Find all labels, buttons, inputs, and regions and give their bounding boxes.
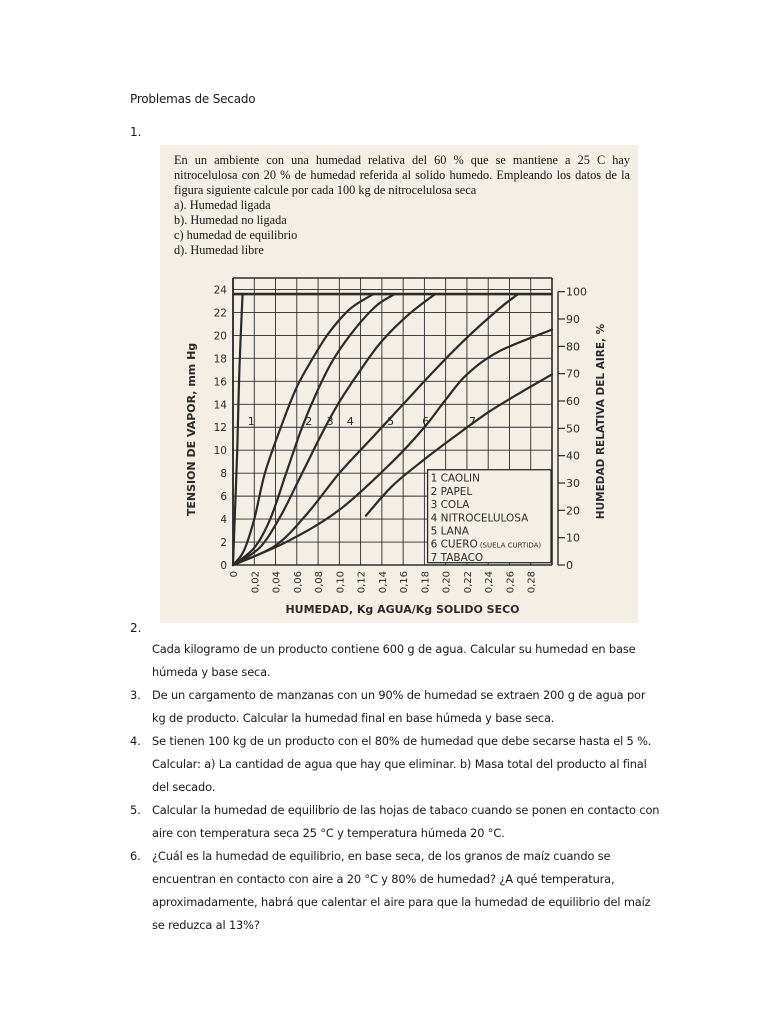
question-3: [130, 684, 662, 730]
curve-number-label: 3: [326, 414, 334, 428]
curve-number-label: 1: [247, 414, 255, 428]
x-tick-label: 0,18: [420, 571, 432, 594]
y-axis-title: TENSION DE VAPOR, mm Hg: [185, 342, 198, 517]
legend-entry: 5 LANA: [430, 525, 469, 538]
y-right-tick-label: 80: [566, 340, 580, 354]
x-tick-label: 0,22: [462, 571, 474, 594]
legend-entry: 3 COLA: [430, 499, 470, 512]
y-right-tick-label: 100: [566, 285, 587, 299]
y-right-tick-label: 20: [566, 504, 580, 518]
y-tick-label: 22: [213, 307, 227, 320]
x-tick-label: 0,20: [441, 571, 453, 594]
y-right-tick-label: 30: [566, 477, 580, 490]
y-right-axis-title: HUMEDAD RELATIVA DEL AIRE, %: [595, 323, 607, 520]
problem-1-number: 1.: [130, 125, 142, 139]
x-tick-label: 0,26: [505, 571, 517, 594]
y-right-tick-label: 0: [566, 559, 573, 572]
x-tick-label: 0,08: [314, 571, 326, 594]
isotherm-curve-1: [233, 294, 243, 565]
y-tick-label: 8: [220, 468, 227, 481]
curve-number-label: 7: [469, 414, 477, 428]
question-text: Cada kilogramo de un producto contiene 600 g de agua. Calcular su humedad en base húmeda y base seca.: [152, 642, 636, 679]
y-tick-label: 6: [220, 491, 227, 504]
problem-1-item-d: d). Humedad libre: [174, 243, 264, 257]
x-axis-title: HUMEDAD, Kg AGUA/Kg SOLIDO SECO: [285, 603, 520, 616]
x-tick-label: 0,06: [292, 571, 304, 594]
question-6: [130, 845, 662, 937]
y-right-tick-label: 50: [566, 422, 580, 436]
x-tick-label: 0,10: [335, 571, 347, 594]
question-text: ¿Cuál es la humedad de equilibrio, en base seca, de los granos de maíz cuando se encuentran en contacto con aire a 20 °C y 80% de humedad? ¿A qué temperatura, aproximadamente, habrá que calentar el aire para que la humedad de equilibrio del maíz se reduzca al 13%?: [152, 849, 651, 932]
curve-number-label: 5: [387, 414, 395, 428]
question-text: Se tienen 100 kg de un producto con el 80% de humedad que debe secarse hasta el 5 %. Calcular: a) La cantidad de agua que hay que eliminar. b) Masa total del producto al final del secado.: [152, 734, 652, 794]
y-tick-label: 20: [213, 330, 227, 343]
question-list: [130, 638, 662, 937]
x-tick-label: 0,16: [399, 571, 411, 594]
y-right-tick-label: 60: [566, 395, 580, 408]
scanned-problem-image: [160, 145, 638, 623]
legend-entry: 1 CAOLIN: [430, 472, 481, 485]
y-right-tick-label: 90: [566, 313, 580, 326]
sorption-isotherm-chart: [160, 263, 638, 623]
x-tick-label: 0,04: [271, 571, 283, 594]
question-number: 4.: [130, 734, 141, 748]
question-number: 6.: [130, 849, 141, 863]
problem-1-item-c: c) humedad de equilibrio: [174, 228, 298, 242]
isotherm-curve-3: [233, 294, 395, 565]
question-text: De un cargamento de manzanas con un 90% de humedad se extraen 200 g de agua por kg de producto. Calcular la humedad final en base húmeda y base seca.: [152, 688, 646, 725]
y-right-tick-label: 40: [566, 449, 580, 463]
x-tick-label: 0,14: [377, 571, 389, 594]
y-right-tick-label: 10: [566, 531, 580, 545]
question-4: [130, 730, 662, 799]
y-tick-label: 14: [213, 399, 227, 412]
problem-1-item-b: b). Humedad no ligada: [174, 213, 287, 227]
document-title: Problemas de Secado: [130, 92, 256, 106]
isotherm-curve-4: [233, 294, 435, 565]
y-tick-label: 12: [213, 422, 227, 435]
y-tick-label: 18: [213, 353, 227, 366]
x-tick-label: 0,28: [526, 571, 538, 594]
problem-2-number: 2.: [130, 621, 142, 635]
y-tick-label: 10: [213, 445, 227, 458]
x-tick-label: 0,12: [356, 571, 368, 594]
question-2: [130, 638, 662, 684]
y-tick-label: 16: [213, 376, 227, 389]
question-number: 3.: [130, 688, 141, 702]
x-tick-label: 0: [229, 571, 240, 578]
legend-entry: 7 TABACO: [430, 551, 484, 564]
x-tick-label: 0,02: [250, 571, 262, 594]
y-tick-label: 2: [220, 537, 227, 550]
legend-entry: 6 CUERO (SUELA CURTIDA): [430, 538, 542, 551]
legend-entry: 2 PAPEL: [430, 485, 473, 498]
y-right-tick-label: 70: [566, 367, 580, 381]
problem-1-item-a: a). Humedad ligada: [174, 198, 271, 212]
question-text: Calcular la humedad de equilibrio de las hojas de tabaco cuando se ponen en contacto con aire con temperatura seca 25 °C y temperatura húmeda 20 °C.: [152, 803, 660, 840]
legend-entry: 4 NITROCELULOSA: [430, 512, 529, 525]
curve-number-label: 2: [305, 414, 313, 428]
question-number: 5.: [130, 803, 141, 817]
curve-number-label: 4: [346, 414, 354, 428]
problem-1-statement: [174, 153, 630, 258]
question-5: [130, 799, 662, 845]
y-tick-label: 0: [220, 560, 227, 572]
problem-1-text: En un ambiente con una humedad relativa del 60 % que se mantiene a 25 C hay nitrocelulosa con 20 % de humedad referida al solido humedo. Empleando los datos de la figura siguiente calcule por cada 100 kg de nitrocelulosa seca: [174, 153, 630, 197]
y-tick-label: 24: [213, 284, 227, 297]
curve-number-label: 6: [422, 414, 430, 428]
y-tick-label: 4: [220, 514, 227, 527]
x-tick-label: 0,24: [484, 571, 496, 594]
